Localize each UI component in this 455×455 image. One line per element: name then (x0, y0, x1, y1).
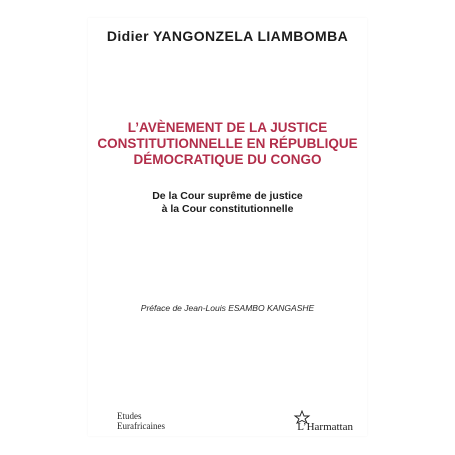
book-subtitle (0, 190, 455, 216)
series-line: Eurafricaines (117, 421, 165, 431)
preface-credit: Préface de Jean-Louis ESAMBO KANGASHE (140, 303, 315, 313)
author-name: Didier YANGONZELA LIAMBOMBA (106, 28, 349, 44)
cover-sheet (88, 18, 367, 436)
title-line: L’AVÈNEMENT DE LA JUSTICE (127, 120, 328, 135)
title-line: DÉMOCRATIQUE DU CONGO (133, 152, 322, 167)
series-name (117, 411, 165, 431)
series-line: Etudes (117, 411, 142, 421)
publisher-mark (283, 410, 353, 434)
title-line: CONSTITUTIONNELLE EN RÉPUBLIQUE (97, 136, 358, 151)
publisher-name: L’Harmattan (297, 421, 353, 433)
book-title (0, 120, 455, 168)
subtitle-line: à la Cour constitutionnelle (161, 203, 294, 215)
subtitle-line: De la Cour suprême de justice (152, 190, 303, 202)
